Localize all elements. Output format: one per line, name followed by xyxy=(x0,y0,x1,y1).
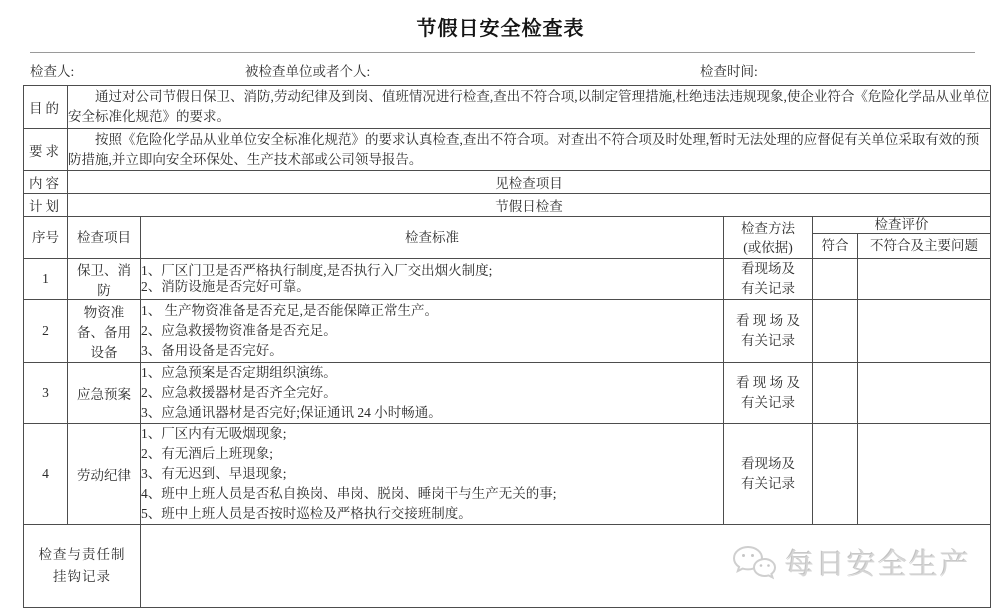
content-value: 见检查项目 xyxy=(68,171,991,194)
header-row-top xyxy=(24,217,991,234)
row-1-standards: 1、厂区门卫是否严格执行制度,是否执行入厂交出烟火制度; 2、消防设施是否完好可靠。 xyxy=(141,259,724,300)
row-4-standards: 1、厂区内有无吸烟现象; 2、有无酒后上班现象; 3、有无迟到、早退现象; 4、班中上班人员是否私自换岗、串岗、脱岗、睡岗干与生产无关的事; 5、班中上班人员是否按时巡检及严格执行交接班制度。 xyxy=(141,424,724,525)
row-1-index: 1 xyxy=(24,259,68,300)
meta-row-plan xyxy=(24,194,991,217)
row-3-index: 3 xyxy=(24,363,68,424)
inspected-unit-label: 被检查单位或者个人: xyxy=(245,64,371,79)
plan-value: 节假日检查 xyxy=(68,194,991,217)
meta-row-purpose xyxy=(24,86,991,129)
purpose-label: 目的 xyxy=(24,86,68,129)
meta-row-requirement xyxy=(24,129,991,171)
col-header-conform: 符合 xyxy=(813,234,858,259)
table-row-3 xyxy=(24,363,991,424)
inspector-label: 检查人: xyxy=(30,64,75,79)
col-header-index: 序号 xyxy=(24,217,68,259)
row-4-index: 4 xyxy=(24,424,68,525)
row-1-method: 看现场及 有关记录 xyxy=(724,259,813,300)
col-header-nonconform: 不符合及主要问题 xyxy=(858,234,991,259)
row-3-nonconform-cell xyxy=(858,363,991,424)
inspection-time-label: 检查时间: xyxy=(700,64,758,79)
row-2-item: 物资准 备、备用 设备 xyxy=(68,300,141,363)
row-1-item: 保卫、消 防 xyxy=(68,259,141,300)
page-title: 节假日安全检查表 xyxy=(416,18,585,40)
purpose-content: 通过对公司节假日保卫、消防,劳动纪律及到岗、值班情况进行检查,查出不符合项,以制定管理措施,杜绝违法违规现象,使企业符合《危险化学品从业单位安全标准化规范》的要求。 xyxy=(68,86,991,129)
content-label: 内容 xyxy=(24,171,68,194)
row-3-item: 应急预案 xyxy=(68,363,141,424)
plan-label: 计划 xyxy=(24,194,68,217)
row-3-standards: 1、应急预案是否定期组织演练。 2、应急救援器材是否齐全完好。 3、应急通讯器材是否完好;保证通讯 24 小时畅通。 xyxy=(141,363,724,424)
col-header-item: 检查项目 xyxy=(68,217,141,259)
row-2-conform-cell xyxy=(813,300,858,363)
table-row-2 xyxy=(24,300,991,363)
footer-record-cell xyxy=(141,525,991,608)
row-3-method: 看 现 场 及 有关记录 xyxy=(724,363,813,424)
requirement-label: 要求 xyxy=(24,129,68,171)
table-row-1 xyxy=(24,259,991,300)
inspection-table xyxy=(23,85,991,608)
col-header-evaluation: 检查评价 xyxy=(813,217,991,234)
col-header-method: 检查方法 (或依据) xyxy=(724,217,813,259)
header-divider xyxy=(30,52,975,53)
row-4-conform-cell xyxy=(813,424,858,525)
col-header-standard: 检查标准 xyxy=(141,217,724,259)
row-2-standards: 1、 生产物资准备是否充足,是否能保障正常生产。 2、应急救援物资准备是否充足。 3、备用设备是否完好。 xyxy=(141,300,724,363)
watermark-text: 每日安全生产 xyxy=(784,549,971,581)
row-4-nonconform-cell xyxy=(858,424,991,525)
row-2-nonconform-cell xyxy=(858,300,991,363)
row-2-method: 看 现 场 及 有关记录 xyxy=(724,300,813,363)
table-footer-row xyxy=(24,525,991,608)
row-4-item: 劳动纪律 xyxy=(68,424,141,525)
meta-row-content xyxy=(24,171,991,194)
row-4-method: 看现场及 有关记录 xyxy=(724,424,813,525)
requirement-content: 按照《危险化学品从业单位安全标准化规范》的要求认真检查,查出不符合项。对查出不符合项及时处理,暂时无法处理的应督促有关单位采取有效的预防措施,并立即向安全环保处、生产技术部或公司领导报告。 xyxy=(68,129,991,171)
table-row-4 xyxy=(24,424,991,525)
row-3-conform-cell xyxy=(813,363,858,424)
info-bar xyxy=(0,60,1001,82)
row-1-nonconform-cell xyxy=(858,259,991,300)
footer-label: 检查与责任制 挂钩记录 xyxy=(24,525,141,608)
row-1-conform-cell xyxy=(813,259,858,300)
row-2-index: 2 xyxy=(24,300,68,363)
